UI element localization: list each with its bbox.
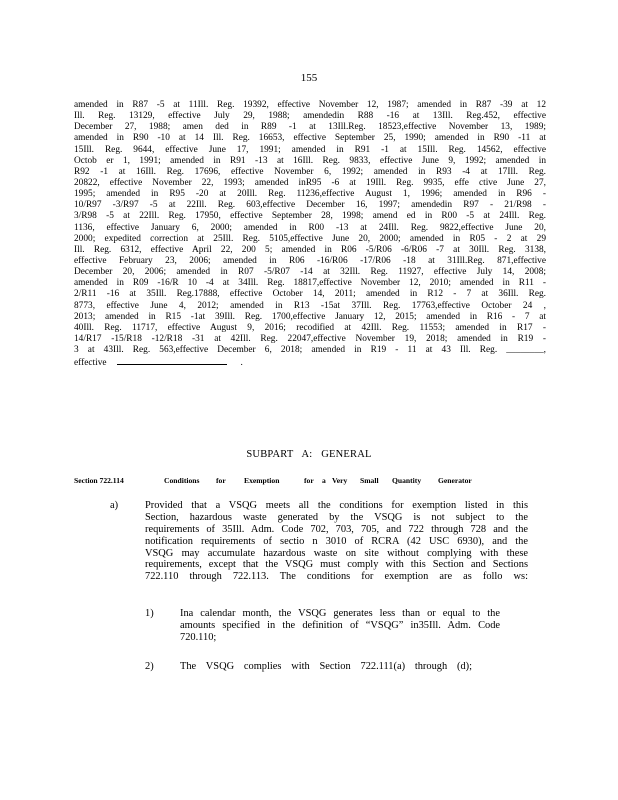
history-line: amended in R87 -5 at 11Ill. Reg. 19392, effective November 12, 1987; amended in R87 -39 at 12: [74, 100, 546, 110]
history-line: 2/R11 -16 at 35Ill. Reg.17888, effective October 14, 2011; amended in R12 - 7 at 36Ill. Reg.: [74, 289, 546, 300]
history-line: 3/R98 -5 at 22Ill. Reg. 17950, effective September 28, 1998; amend ed in R00 -5 at 24Ill. Reg.: [74, 211, 546, 222]
history-line: 10/R97 -3/R97 -5 at 22Ill. Reg. 603,effective December 16, 1997; amendedin R97 - 21/R98 -: [74, 200, 546, 211]
subsection-a-line: Section, hazardous waste generated by the VSQG is not subject to the: [145, 511, 528, 523]
history-line: 8773, effective June 4, 2012; amended in R13 -15at 37Ill. Reg. 17763,effective October 24 ,: [74, 300, 546, 311]
history-line: Octob er 1, 1991; amended in R91 -13 at 16Ill. Reg. 9833, effective June 9, 1992; amended in: [74, 155, 546, 166]
history-last-line: [74, 356, 546, 367]
section-number: Section 722.114: [74, 476, 124, 485]
subsection-a-line: requirements, except that the VSQG must comply with this Section and Sections: [145, 559, 528, 571]
history-line: 1136, effective January 6, 2000; amended in R00 -13 at 24Ill. Reg. 9822,effective June 20,: [74, 222, 546, 233]
item-2-line: The VSQG complies with Section 722.111(a) through (d);: [180, 661, 472, 672]
item-2-label: 2): [145, 661, 154, 672]
history-line: December 20, 2006; amended in R07 -5/R07 -14 at 32Ill. Reg. 11927, effective July 14, 2008;: [74, 267, 546, 278]
history-line: amended in R90 -10 at 14 Ill. Reg. 16653, effective September 25, 1990; amended in R90 -11 at: [74, 133, 546, 144]
history-line: 2000; expedited correction at 25Ill. Reg. 5105,effective June 20, 2000; amended in R05 - 2 at 29: [74, 233, 546, 244]
section-title-word: Quantity: [392, 476, 422, 485]
history-line: 1995; amended in R95 -20 at 20Ill. Reg. 11236,effective August 1, 1996; amended in R96 -: [74, 189, 546, 200]
history-line: 40Ill. Reg. 11717, effective August 9, 2016; recodified at 42Ill. Reg. 11553; amended in R17 -: [74, 322, 546, 333]
section-title-word: Very: [332, 476, 348, 485]
history-line: Ill. Reg. 6312, effective April 22, 200 5; amended in R06 -5/R06 -6/R06 -7 at 30Ill. Reg. 3138,: [74, 244, 546, 255]
subsection-a-label: a): [110, 500, 119, 511]
history-line: amended in R09 -16/R 10 -4 at 34Ill. Reg. 18817,effective November 12, 2010; amended in R11 -: [74, 278, 546, 289]
section-title-word: a: [322, 476, 326, 485]
section-title-word: Exemption: [244, 476, 280, 485]
section-title-word: Small: [360, 476, 379, 485]
history-line: 2013; amended in R15 -1at 39Ill. Reg. 1700,effective January 12, 2015; amended in R16 - 7 at: [74, 311, 546, 322]
subsection-a-line: Provided that a VSQG meets all the conditions for exemption listed in this: [145, 500, 528, 511]
section-title-word: Generator: [438, 476, 472, 485]
period-mark: .: [240, 358, 243, 369]
section-title-word: Conditions: [164, 476, 200, 485]
history-line: effective February 23, 2006; amended in R06 -16/R06 -17/R06 -18 at 31Ill.Reg. 871,effective: [74, 255, 546, 266]
history-line: 3 at 43Ill. Reg. 563,effective December 6, 2018; amended in R19 - 11 at 43 Ill. Reg. ________,: [74, 345, 546, 356]
history-line: December 27, 1988; amen ded in R89 -1 at 13Ill.Reg. 18523,effective November 13, 1989;: [74, 122, 546, 133]
history-line: R92 -1 at 16Ill. Reg. 17696, effective November 6, 1992; amended in R93 -4 at 17Ill. Reg.: [74, 166, 546, 177]
source-history-note: [74, 100, 546, 367]
section-title-word: for: [216, 476, 226, 485]
subpart-heading: SUBPART A: GENERAL: [246, 449, 372, 460]
effective-date-blank: [117, 356, 227, 365]
effective-label: effective: [74, 358, 107, 369]
subsection-a-text: [145, 500, 528, 583]
history-line: Ill. Reg. 13129, effective July 29, 1988; amendedin R88 -16 at 13Ill. Reg.452, effective: [74, 111, 546, 122]
subsection-a-line: notification requirements of sectio n 3010 of RCRA (42 USC 6930), and the: [145, 535, 528, 547]
history-line: 15Ill. Reg. 9644, effective June 17, 1991; amended in R91 -1 at 15Ill. Reg. 14562, effective: [74, 144, 546, 155]
item-1-line: 720.110;: [180, 631, 217, 643]
subsection-a-line: VSQG may accumulate hazardous waste on site without complying with these: [145, 547, 528, 559]
history-line: 20822, effective November 22, 1993; amended inR95 -6 at 19Ill. Reg. 9935, effe ctive June 27,: [74, 177, 546, 188]
history-line: 14/R17 -15/R18 -12/R18 -31 at 42Ill. Reg. 22047,effective November 19, 2018; amended in R19 -: [74, 333, 546, 344]
page-number: 155: [300, 72, 318, 84]
section-title-word: for: [304, 476, 314, 485]
subsection-a-line: 722.110 through 722.113. The conditions for exemption are as follo ws:: [145, 571, 528, 583]
subsection-a-line: requirements of 35Ill. Adm. Code 702, 703, 705, and 722 through 728 and the: [145, 523, 528, 535]
section-heading: [74, 476, 504, 485]
item-1-text: [180, 608, 500, 644]
item-1-line: Ina calendar month, the VSQG generates less than or equal to the: [180, 608, 500, 619]
item-2-text: [180, 661, 472, 673]
item-1-line: amounts specified in the definition of “VSQG” in35Ill. Adm. Code: [180, 619, 500, 631]
item-1-label: 1): [145, 608, 154, 619]
